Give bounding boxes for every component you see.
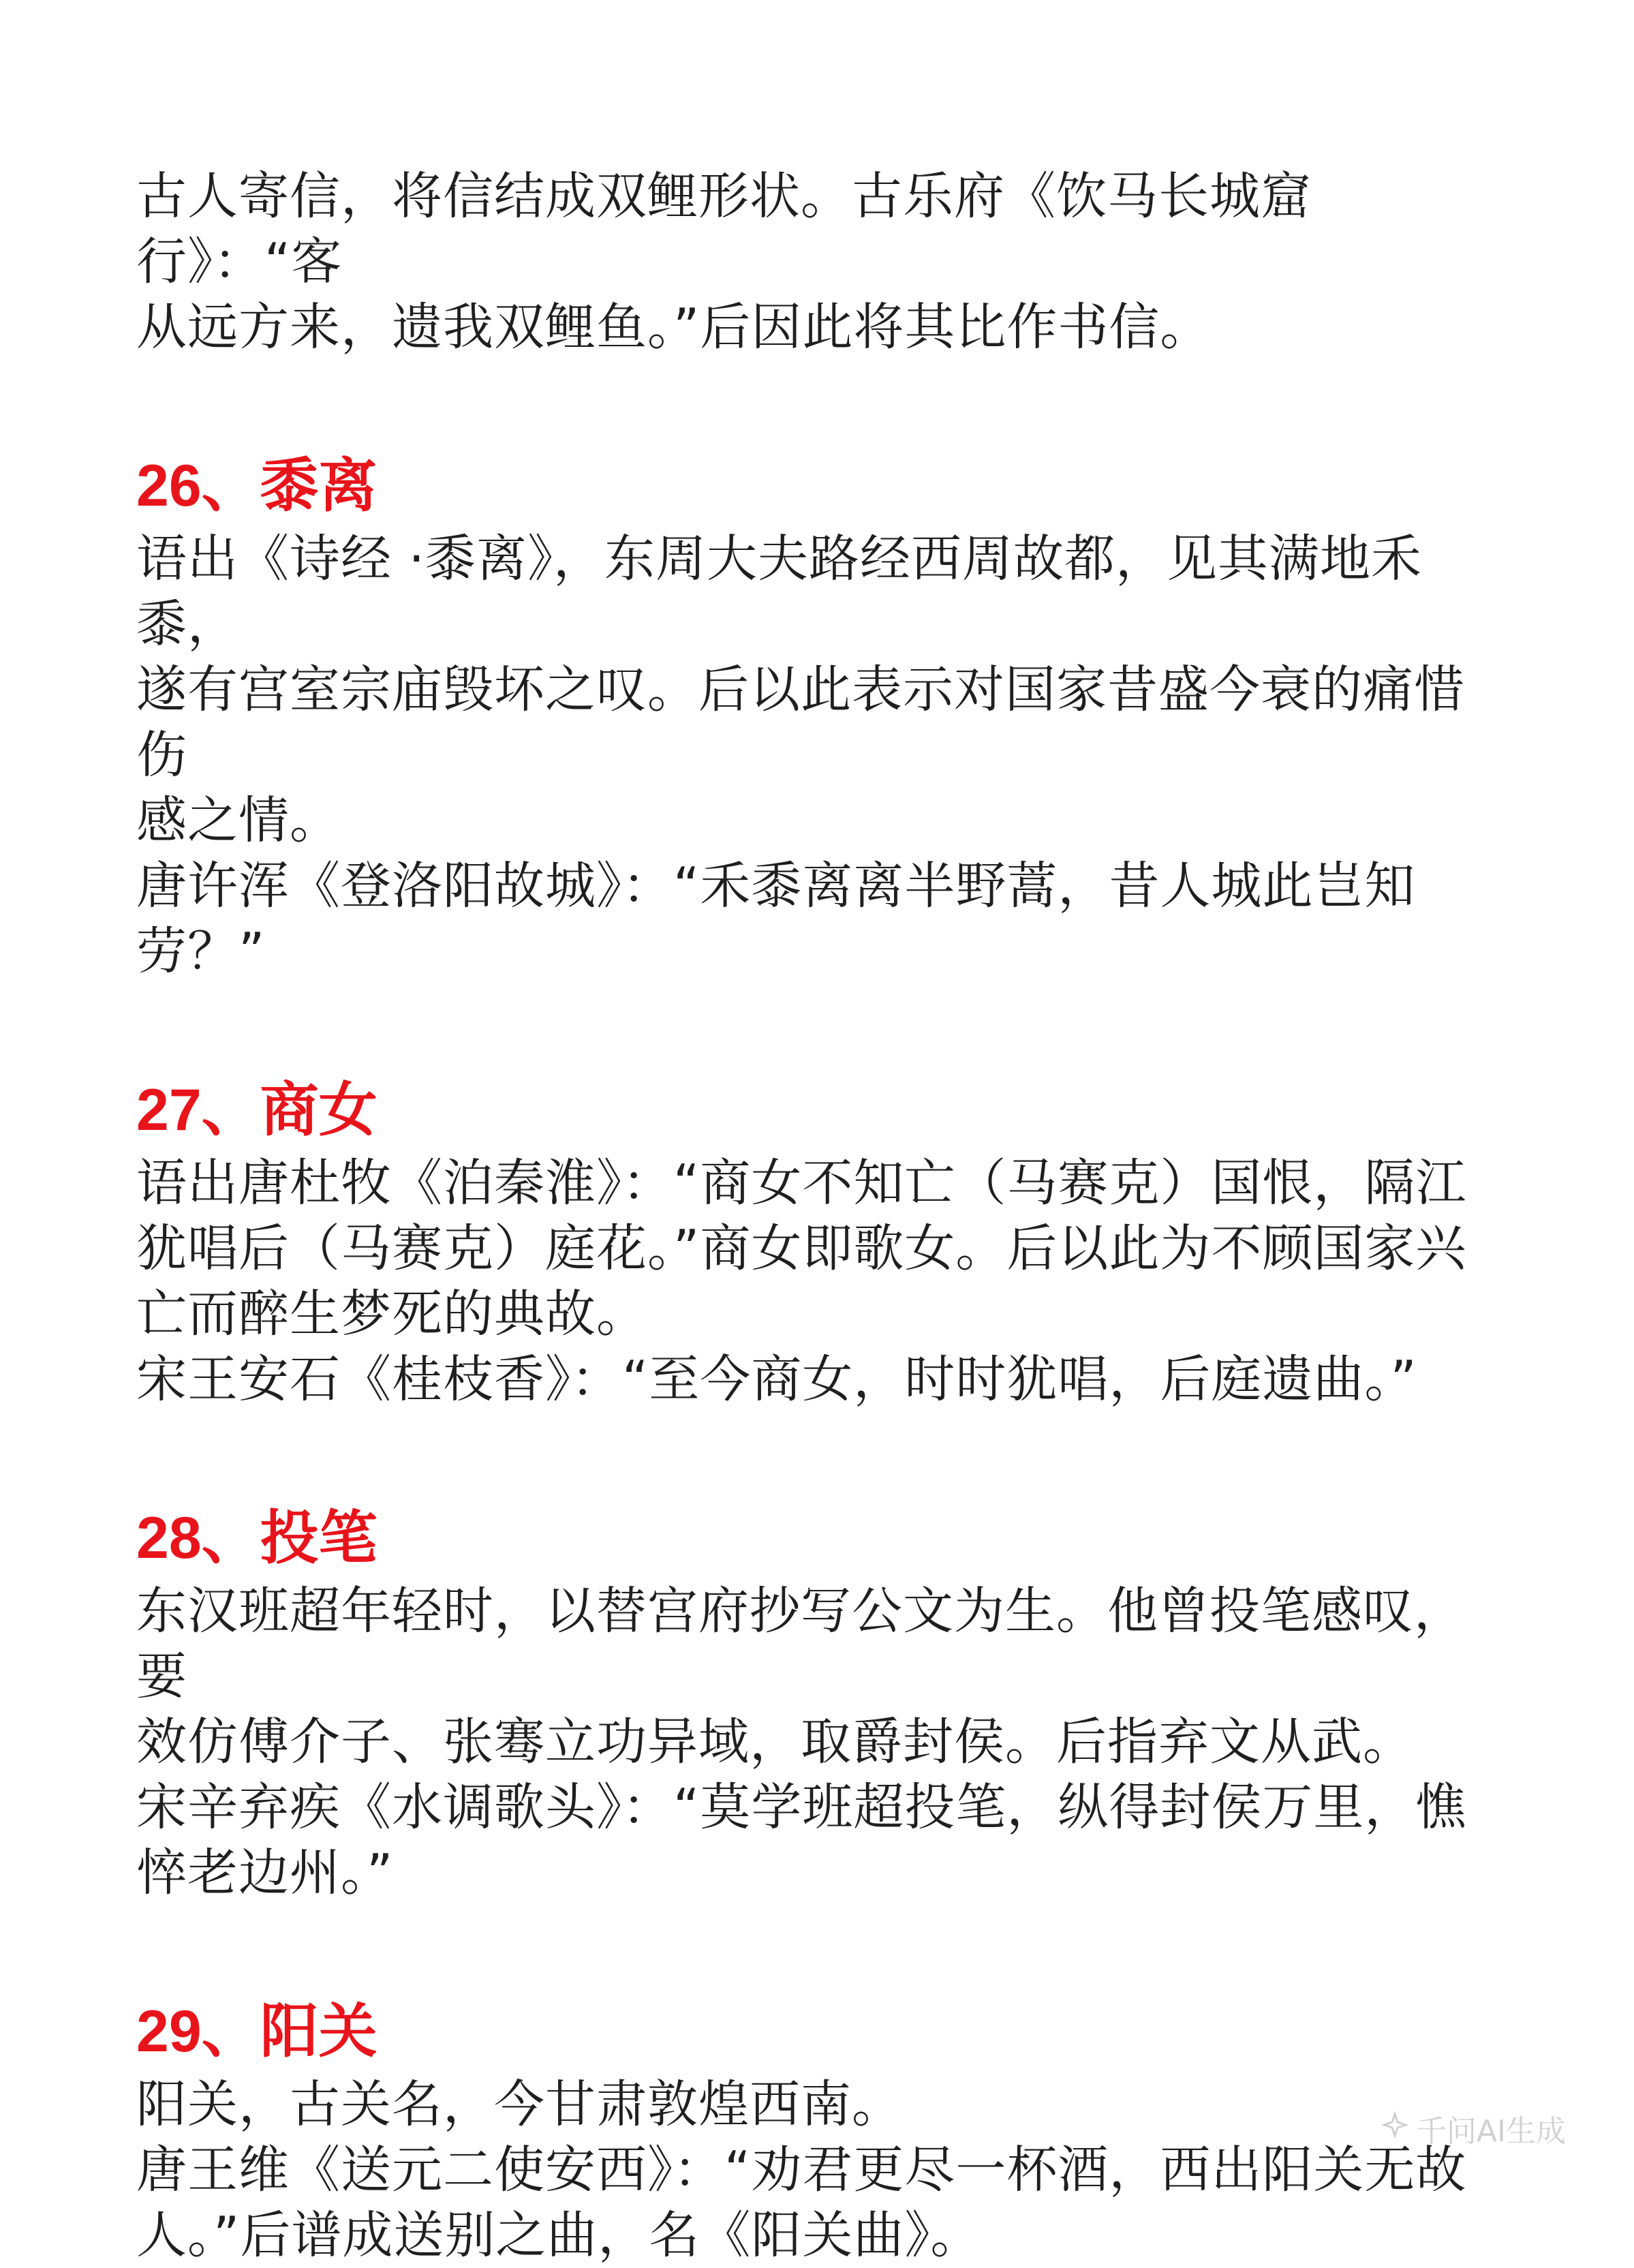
text-line: 人。”后谱成送别之曲，名《阳关曲》。 xyxy=(136,2206,982,2265)
section-29 xyxy=(136,1994,1499,2268)
text-line: 东汉班超年轻时，以替宫府抄写公文为生。他曾投笔感叹，要 xyxy=(136,1582,1465,1706)
section-26 xyxy=(136,448,1499,984)
section-heading xyxy=(136,1501,1499,1576)
section-heading xyxy=(136,1073,1499,1148)
sparkle-icon xyxy=(1381,2111,1408,2146)
section-number: 29 xyxy=(136,1999,202,2064)
text-line: 悴老边州。” xyxy=(136,1843,394,1902)
text-line: 感之情。 xyxy=(136,791,341,850)
section-27 xyxy=(136,1073,1499,1412)
text-line: 遂有宫室宗庙毁坏之叹。后以此表示对国家昔盛今衰的痛惜伤 xyxy=(136,660,1465,784)
text-line: 语出《诗经 ·黍离》，东周大夫路经西周故都，见其满地禾黍， xyxy=(136,530,1423,654)
section-title: 商女 xyxy=(260,1076,377,1144)
section-number: 27 xyxy=(136,1077,202,1143)
intro-paragraph xyxy=(136,164,1499,360)
text-line: 宋辛弃疾《水调歌头》：“莫学班超投笔，纵得封侯万里，憔 xyxy=(136,1778,1467,1837)
text-line: 唐王维《送元二使安西》：“劝君更尽一杯酒，西出阳关无故 xyxy=(136,2141,1467,2199)
text-line: 唐许浑《登洛阳故城》：“禾黍离离半野蒿，昔人城此岂知劳？” xyxy=(136,857,1416,981)
text-line: 效仿傅介子、张骞立功异域，取爵封侯。后指弃文从武。 xyxy=(136,1713,1414,1771)
section-separator: 、 xyxy=(201,452,260,520)
section-title: 投笔 xyxy=(260,1504,377,1572)
section-number: 26 xyxy=(136,453,202,519)
section-separator: 、 xyxy=(201,1997,260,2066)
section-heading xyxy=(136,1994,1499,2069)
text-line: 阳关，古关名，今甘肃敦煌西南。 xyxy=(136,2075,903,2134)
section-separator: 、 xyxy=(201,1076,260,1144)
text-line: 宋王安石《桂枝香》：“至今商女，时时犹唱，后庭遗曲。” xyxy=(136,1350,1417,1409)
text-line: 古人寄信，将信结成双鲤形状。古乐府《饮马长城窟行》：“客 xyxy=(136,167,1312,291)
text-line: 语出唐杜牧《泊秦淮》：“商女不知亡（马赛克）国恨，隔江 xyxy=(136,1154,1467,1212)
text-line: 从远方来，遗我双鲤鱼。”后因此将其比作书信。 xyxy=(136,298,1212,356)
section-28 xyxy=(136,1501,1499,1905)
text-line: 亡而醉生梦死的典故。 xyxy=(136,1285,647,1343)
section-number: 28 xyxy=(136,1505,202,1571)
watermark-text: 千问AI生成 xyxy=(1416,2114,1566,2149)
section-heading xyxy=(136,448,1499,523)
document-body xyxy=(136,164,1499,2268)
section-title: 黍离 xyxy=(260,452,377,520)
section-separator: 、 xyxy=(201,1504,260,1572)
section-title: 阳关 xyxy=(260,1997,377,2066)
text-line: 犹唱后（马赛克）庭花。”商女即歌女。后以此为不顾国家兴 xyxy=(136,1219,1467,1278)
ai-watermark xyxy=(1381,2106,1566,2150)
